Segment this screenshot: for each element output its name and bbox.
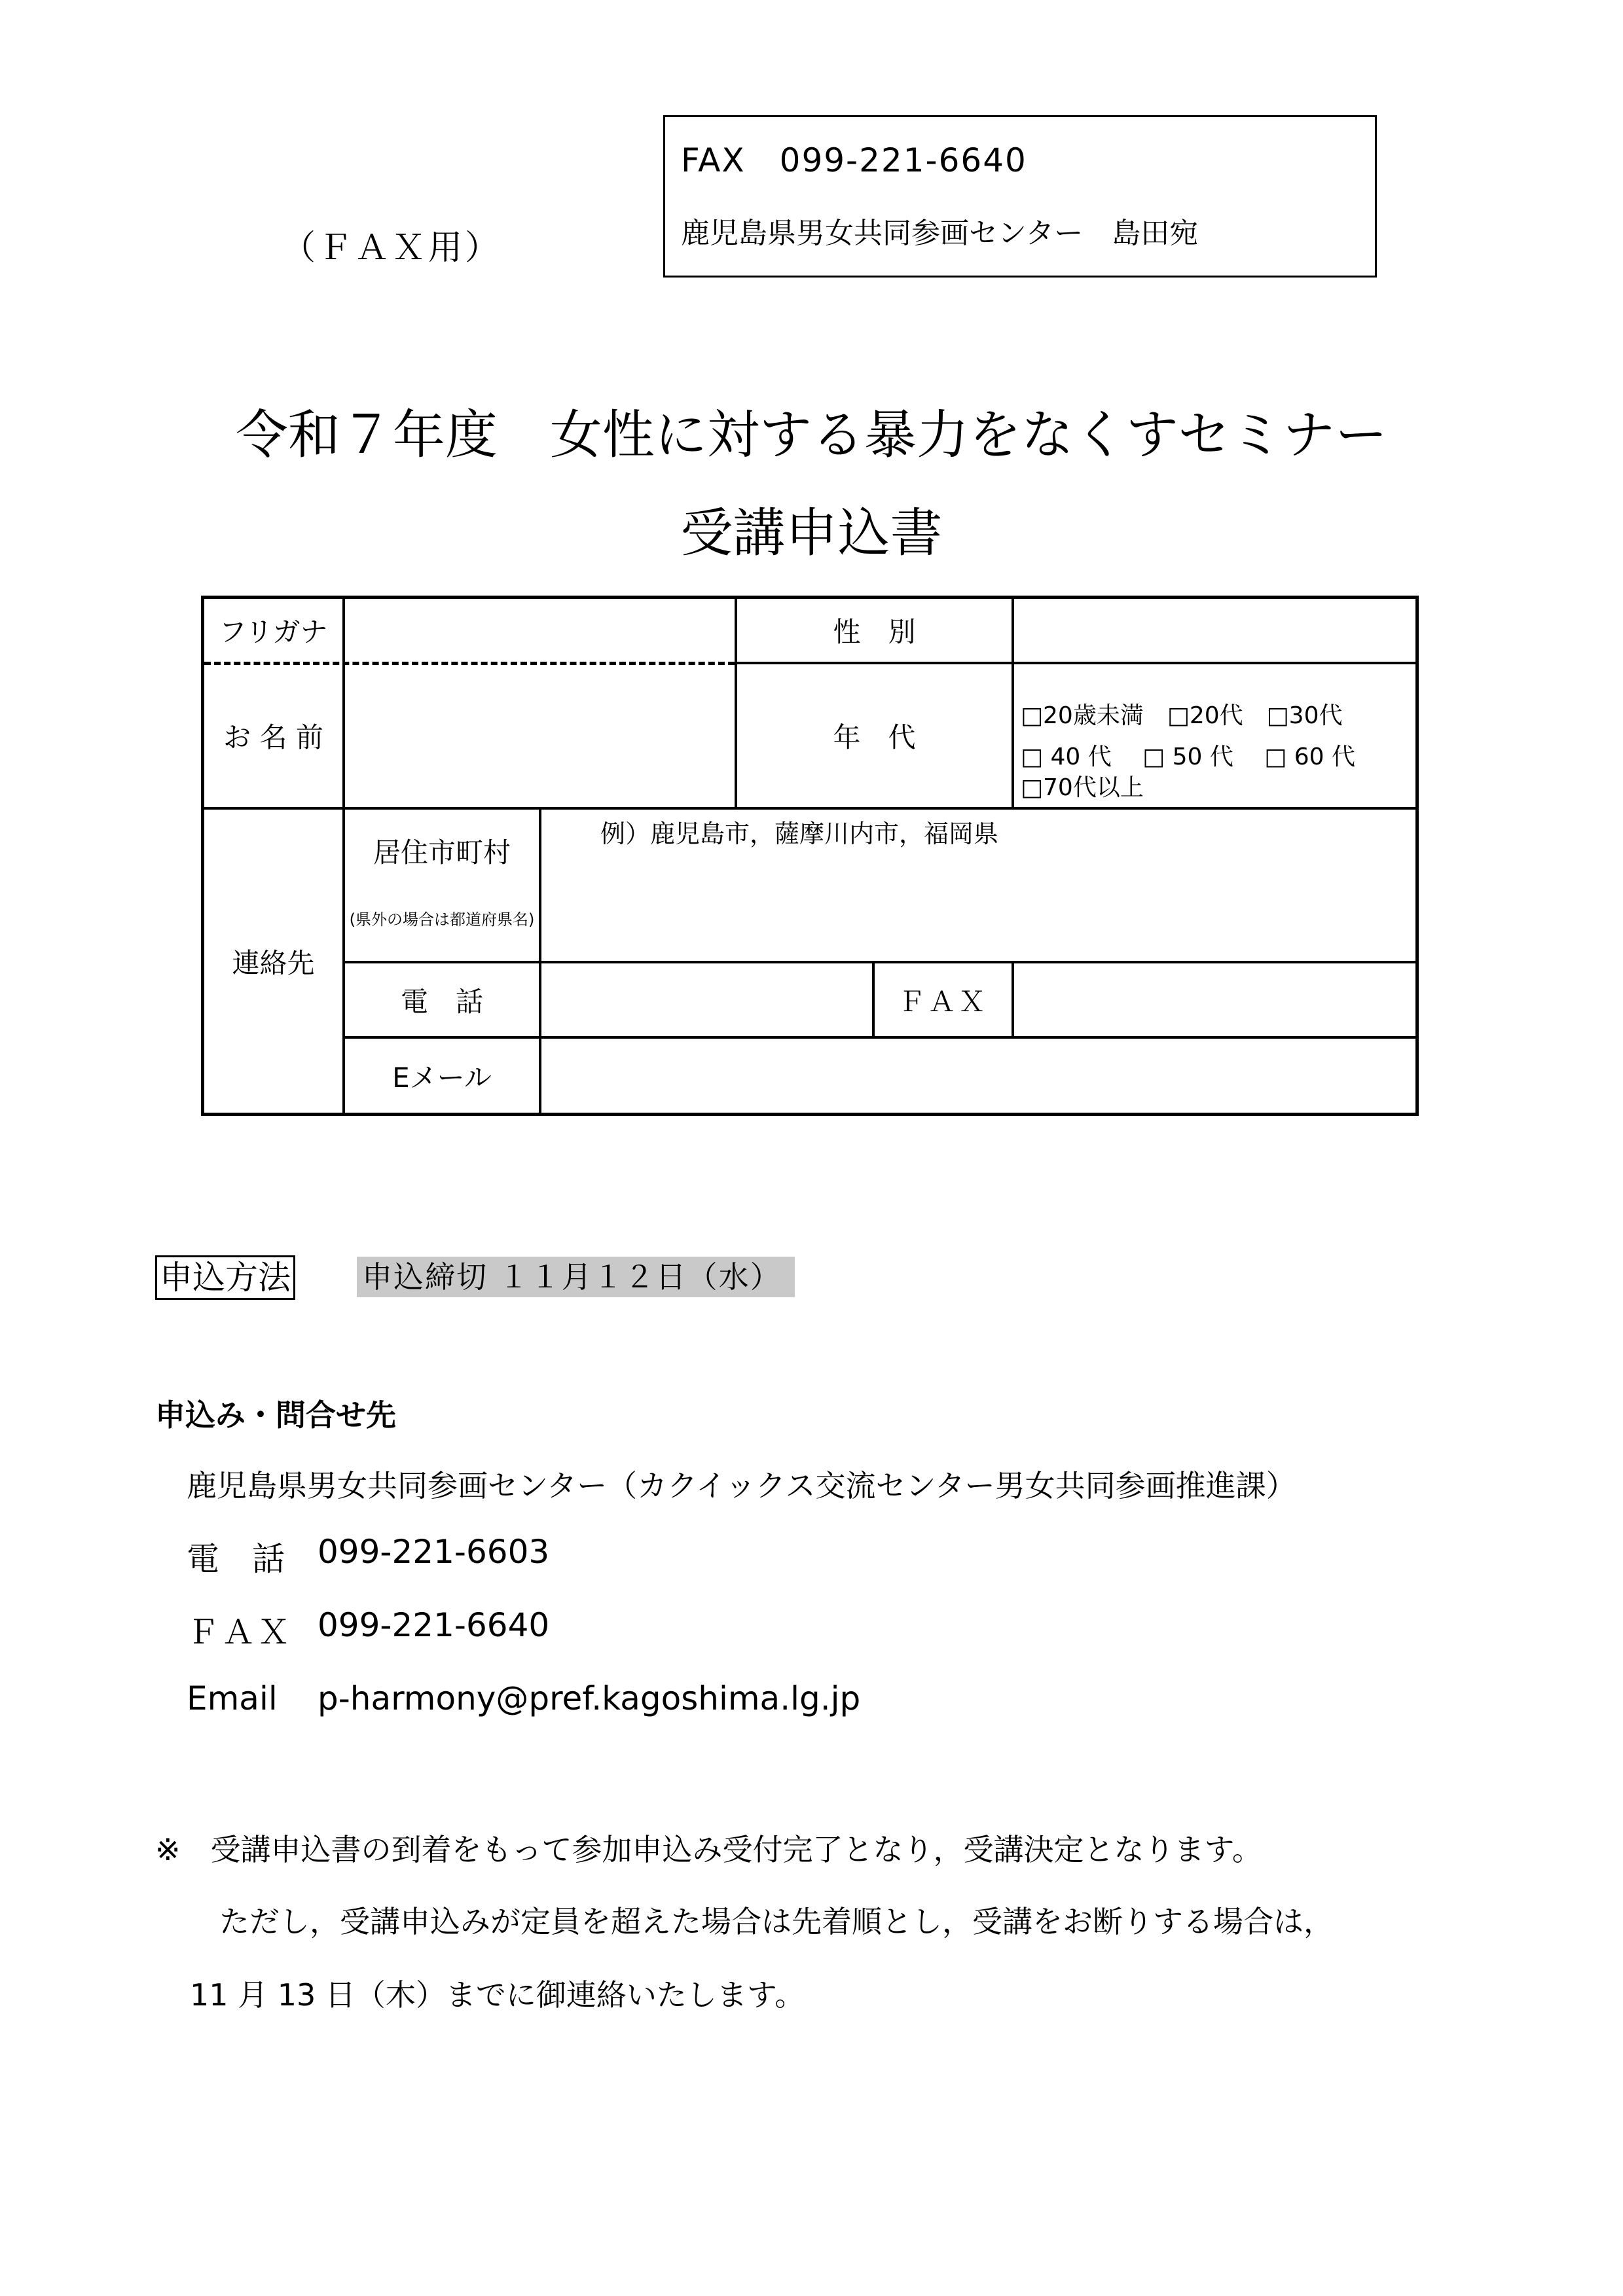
age-option-row-1[interactable]: □20歳未満 □20代 □30代	[1021, 702, 1343, 729]
deadline-badge: 申込締切 １１月１２日（水）	[357, 1257, 795, 1297]
fax-addressee: 鹿児島県男女共同参画センター 島田宛	[681, 217, 1199, 250]
fax-input[interactable]	[1014, 963, 1415, 1036]
furigana-label: フリガナ	[219, 616, 328, 648]
fax-label: ＦＡＸ	[898, 985, 989, 1018]
city-input[interactable]	[541, 854, 1415, 961]
fax-use-label: （ＦＡＸ用）	[282, 228, 502, 268]
city-note: (県外の場合は都道府県名)	[349, 910, 535, 929]
document-subtitle: 受講申込書	[680, 503, 943, 564]
note-line-3: 11 月 13 日（木）までに御連絡いたします。	[190, 1977, 805, 2013]
contact-organization: 鹿児島県男女共同参画センター（カクイックス交流センター男女共同参画推進課）	[187, 1468, 1296, 1503]
email-label: Eメール	[392, 1061, 492, 1094]
contact-label: 連絡先	[232, 946, 315, 979]
contact-email-label: Email	[187, 1679, 278, 1717]
city-example: 例）鹿児島市，薩摩川内市，福岡県	[600, 819, 999, 848]
contact-heading: 申込み・問合せ先	[155, 1397, 396, 1433]
contact-phone-label: 電 話	[187, 1540, 285, 1578]
fax-number-line: FAX 099-221-6640	[681, 141, 1027, 179]
note-line-1: ※ 受講申込書の到着をもって参加申込み受付完了となり，受講決定となります。	[155, 1832, 1262, 1867]
contact-email-link[interactable]: p-harmony@pref.kagoshima.lg.jp	[318, 1679, 861, 1717]
furigana-input[interactable]	[345, 599, 735, 662]
name-input[interactable]	[345, 664, 735, 807]
age-option-row-2[interactable]: □ 40 代 □ 50 代 □ 60 代	[1021, 744, 1356, 770]
phone-label: 電 話	[400, 985, 483, 1018]
method-label: 申込方法	[155, 1255, 295, 1300]
grid-line	[204, 807, 1415, 810]
contact-phone: 099-221-6603	[318, 1533, 550, 1571]
phone-input[interactable]	[541, 963, 872, 1036]
gender-label: 性 別	[833, 616, 916, 648]
email-input[interactable]	[541, 1039, 1415, 1113]
contact-fax: 099-221-6640	[318, 1606, 550, 1644]
age-option-row-3[interactable]: □70代以上	[1021, 774, 1144, 801]
application-form-table	[201, 596, 1419, 1116]
contact-fax-label: ＦＡＸ	[187, 1613, 293, 1651]
name-label: お 名 前	[223, 721, 323, 753]
note-line-2: ただし，受講申込みが定員を超えた場合は先着順とし，受講をお断りする場合は，	[219, 1904, 1334, 1939]
city-label: 居住市町村	[373, 836, 511, 869]
document-title: 令和７年度 女性に対する暴力をなくすセミナー	[235, 404, 1388, 465]
age-label: 年 代	[833, 721, 916, 753]
gender-input[interactable]	[1014, 599, 1415, 662]
